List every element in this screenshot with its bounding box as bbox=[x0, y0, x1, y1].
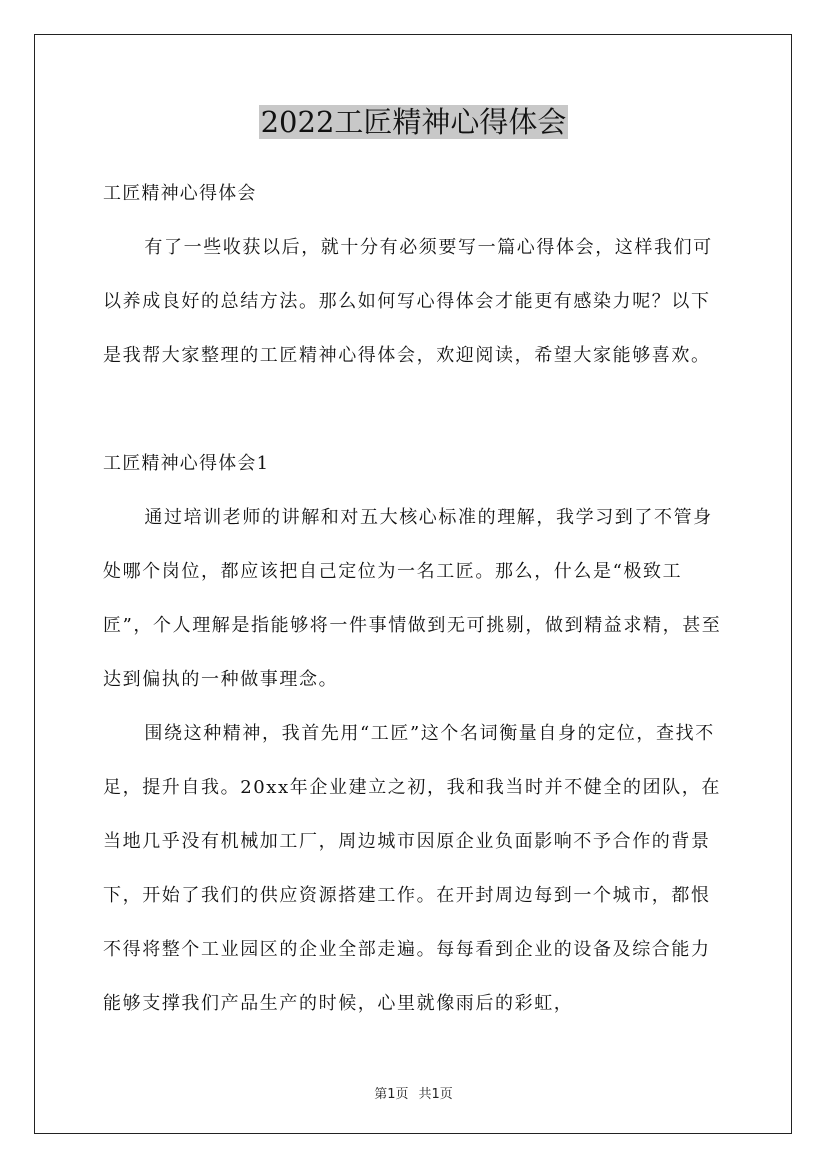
page-footer bbox=[0, 1083, 827, 1102]
document-title bbox=[0, 100, 827, 144]
section-1-paragraph-1: 通过培训老师的讲解和对五大核心标准的理解，我学习到了不管身处哪个岗位，都应该把自己定位为一名工匠。那么，什么是“极致工匠”，个人理解是指能够将一件事情做到无可挑剔，做到精益求精，甚至达到偏执的一种做事理念。 bbox=[103, 507, 722, 690]
page-number: 第1页 bbox=[374, 1087, 409, 1102]
intro-paragraph: 有了一些收获以后，就十分有必须要写一篇心得体会，这样我们可以养成良好的总结方法。那么如何写心得体会才能更有感染力呢？以下是我帮大家整理的工匠精神心得体会，欢迎阅读，希望大家能够喜欢。 bbox=[103, 237, 713, 366]
section-1-paragraph-2: 围绕这种精神，我首先用“工匠”这个名词衡量自身的定位，查找不足，提升自我。20xx年企业建立之初，我和我当时并不健全的团队，在当地几乎没有机械加工厂，周边城市因原企业负面影响不予合作的背景下，开始了我们的供应资源搭建工作。在开封周边每到一个城市，都恨不得将整个工业园区的企业全部走遍。每每看到企业的设备及综合能力能够支撑我们产品生产的时候，心里就像雨后的彩虹， bbox=[103, 723, 722, 1014]
page-total: 共1页 bbox=[418, 1087, 453, 1102]
document-subtitle: 工匠精神心得体会 bbox=[103, 183, 257, 204]
document-title-text: 2022工匠精神心得体会 bbox=[260, 105, 567, 139]
section-1-heading: 工匠精神心得体会1 bbox=[103, 453, 270, 474]
